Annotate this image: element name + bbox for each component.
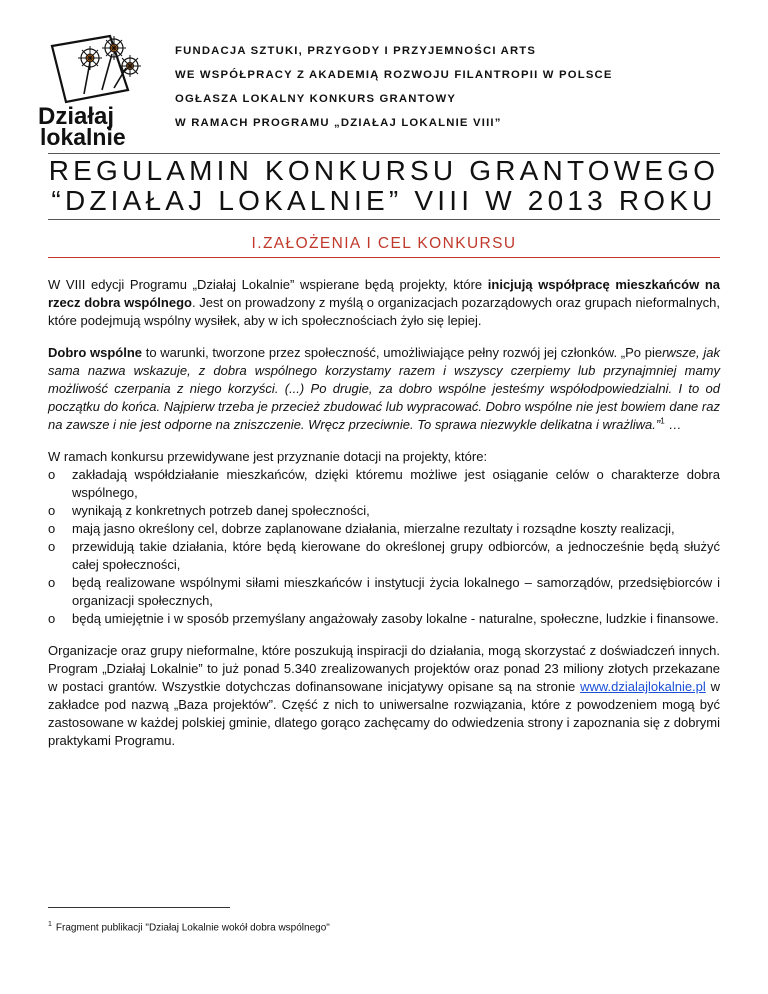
- logo-word-2: lokalnie: [40, 124, 126, 148]
- footnote-number: 1: [48, 921, 52, 928]
- organization-header: [175, 42, 613, 138]
- document-body: [48, 276, 720, 764]
- paragraph-common-good: [48, 344, 720, 434]
- list-item: [48, 610, 720, 628]
- bullet-icon: o: [48, 539, 56, 554]
- bullet-icon: o: [48, 503, 56, 518]
- paragraph-intro: [48, 276, 720, 330]
- bullet-icon: o: [48, 467, 56, 482]
- list-item-text: przewidują takie działania, które będą kierowane do określonej grupy odbiorców, a jednocześnie będą służyć całej społeczności,: [72, 539, 720, 572]
- paragraph-inspiration: [48, 642, 720, 750]
- text-run: w zakładce pod nazwą „Baza projektów”. Część z nich to uniwersalne rozwiązania, które z powodzeniem mogą być zastosowane w każdej polskiej gminie, dlatego gorąco zachęcamy do odwiedzenia strony i zapoznania się z dobrymi praktykami Programu.: [48, 679, 720, 748]
- list-item: [48, 538, 720, 574]
- website-link[interactable]: www.dzialajlokalnie.pl: [580, 679, 706, 694]
- list-item-text: będą umiejętnie i w sposób przemyślany angażowały zasoby lokalne - naturalne, społeczne, ludzkie i finansowe.: [72, 611, 719, 626]
- footnote-separator: [48, 907, 230, 908]
- text-run: …: [664, 417, 682, 432]
- list-item: [48, 520, 720, 538]
- bullet-icon: o: [48, 521, 56, 536]
- list-item: [48, 502, 720, 520]
- footnote-reference: 1: [660, 416, 665, 426]
- quote-text: rwsze, jak sama nazwa wskazuje, z dobra wspólnego korzystamy razem i wszyscy czerpiemy lub przynajmniej mamy możliwość czerpania z niego korzyści. (...) Po drugie, za dobro wspólne jesteśmy współodpowiedzialni. I to od początku do końca. Najpierw trzeba je przecież zbudować lub wypracować. Dobro wspólne nie jest bowiem dane raz na zawsze i nie jest odporne na zniszczenie. Wręcz przeciwnie. To sprawa niezwykle delikatna i wrażliwa.”: [48, 345, 720, 432]
- document-title-line-2: “DZIAŁAJ LOKALNIE” VIII W 2013 ROKU: [51, 185, 717, 216]
- list-item-text: mają jasno określony cel, dobrze zaplanowane działania, mierzalne rezultaty i rozsądne koszty realizacji,: [72, 521, 675, 536]
- list-item-text: wynikają z konkretnych potrzeb danej społeczności,: [72, 503, 370, 518]
- bullet-icon: o: [48, 611, 56, 626]
- bold-text: Dobro wspólne: [48, 345, 142, 360]
- footnote: [48, 918, 330, 935]
- org-line: OGŁASZA LOKALNY KONKURS GRANTOWY: [175, 93, 457, 105]
- criteria-list: [48, 466, 720, 628]
- document-title-line-1: REGULAMIN KONKURSU GRANTOWEGO: [48, 155, 720, 186]
- text-run: . Jest on prowadzony z myślą o organizacjach pozarządowych oraz grupach nieformalnych, które podejmują wspólny wysiłek, aby w ich społecznościach żyło się lepiej.: [48, 295, 720, 328]
- list-item: [48, 466, 720, 502]
- dzialaj-lokalnie-logo: [32, 28, 152, 148]
- section-heading-underline: [48, 257, 720, 258]
- footnote-text: Fragment publikacji "Działaj Lokalnie wokół dobra wspólnego": [55, 922, 330, 934]
- bullet-icon: o: [48, 575, 56, 590]
- list-item: [48, 574, 720, 610]
- title-bottom-rule: [48, 219, 720, 220]
- list-item-text: zakładają współdziałanie mieszkańców, dzięki któremu możliwe jest osiąganie celów o charakterze dobra wspólnego,: [72, 467, 720, 500]
- text-run: W VIII edycji Programu „Działaj Lokalnie” wspierane będą projekty, które: [48, 277, 488, 292]
- list-item-text: będą realizowane wspólnymi siłami mieszkańców i instytucji życia lokalnego – samorządów, przedsiębiorców i organizacji społecznych,: [72, 575, 720, 608]
- logo-word-1: Działaj: [38, 103, 115, 130]
- org-line: FUNDACJA SZTUKI, PRZYGODY I PRZYJEMNOŚCI ARTS: [175, 45, 537, 57]
- title-top-rule: [48, 153, 720, 154]
- list-intro: W ramach konkursu przewidywane jest przyznanie dotacji na projekty, które:: [48, 449, 488, 464]
- text-run: Organizacje oraz grupy nieformalne, które poszukują inspiracji do działania, mogą skorzystać z doświadczeń innych. Program „Działaj Lokalnie” to już ponad 5.340 zrealizowanych projektów oraz ponad 23 miliony złotych przekazane w postaci grantów. Wszystkie dotychczas dofinansowane inicjatywy opisane są na stronie: [48, 643, 720, 694]
- org-line: W RAMACH PROGRAMU „DZIAŁAJ LOKALNIE VIII”: [175, 117, 502, 129]
- bold-text: inicjują współpracę mieszkańców na rzecz dobra wspólnego: [48, 277, 720, 310]
- text-run: to warunki, tworzone przez społeczność, umożliwiające pełny rozwój jej członków. „Po pie: [142, 345, 663, 360]
- org-line: WE WSPÓŁPRACY Z AKADEMIĄ ROZWOJU FILANTROPII W POLSCE: [175, 69, 613, 81]
- section-heading: I.ZAŁOŻENIA I CEL KONKURSU: [251, 235, 517, 252]
